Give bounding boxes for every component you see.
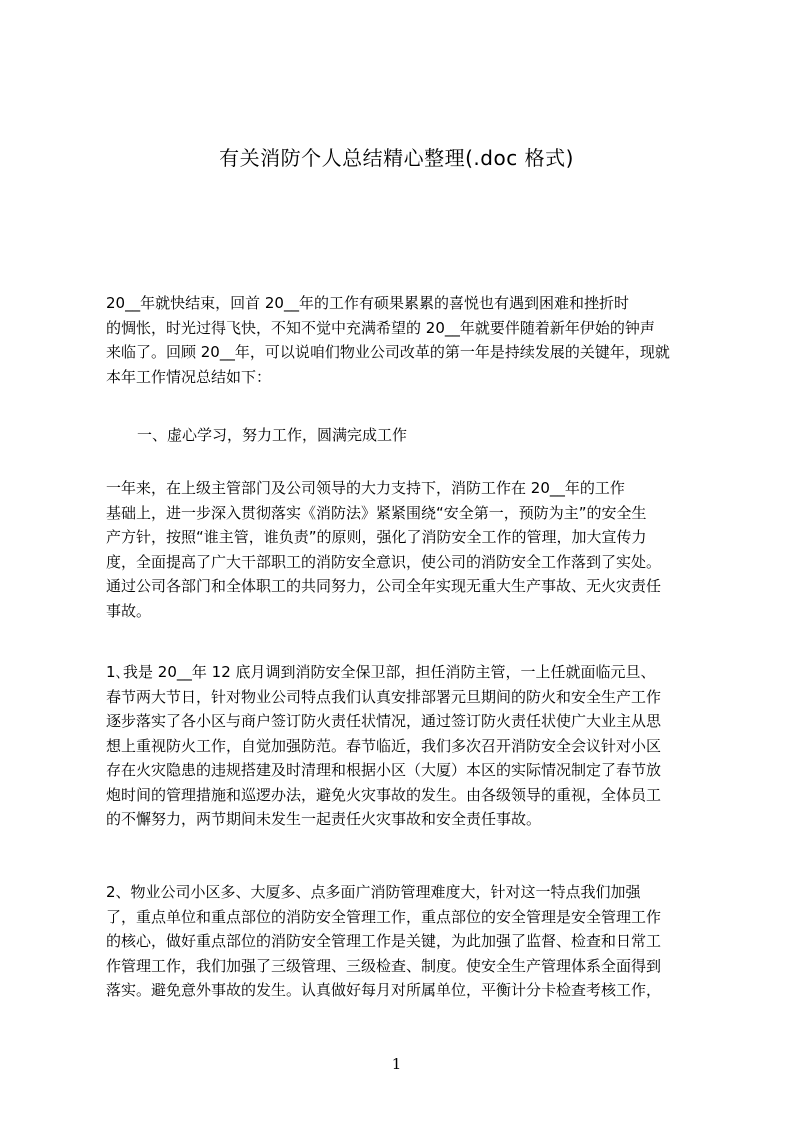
section-heading: 一、虚心学习，努力工作，圆满完成工作	[137, 426, 408, 444]
document-title: 有关消防个人总结精心整理(.doc 格式)	[219, 146, 574, 170]
text-line: 事故。	[106, 601, 152, 620]
text-line: 想上重视防火工作，自觉加强防范。春节临近，我们多次召开消防安全会议针对小区	[106, 736, 662, 755]
text-line: 了，重点单位和重点部位的消防安全管理工作，重点部位的安全管理是安全管理工作	[106, 907, 662, 926]
text-line: 通过公司各部门和全体职工的共同努力，公司全年实现无重大生产事故、无火灾责任	[106, 577, 662, 595]
text-line: 来临了。回顾 20__年，可以说咱们物业公司改革的第一年是持续发展的关键年，现就	[106, 343, 670, 361]
text-line: 本年工作情况总结如下：	[106, 367, 272, 386]
paragraph-overview	[106, 476, 706, 623]
page-number: 1	[391, 1055, 402, 1073]
text-line: 度，全面提高了广大干部职工的消防安全意识，使公司的消防安全工作落到了实处。	[106, 552, 662, 571]
text-line: 1､我是 20__年 12 底月调到消防安全保卫部，担任消防主管，一上任就面临元旦、	[106, 663, 656, 681]
text-line: 炮时间的管理措施和巡逻办法，避免火灾事故的发生。由各级领导的重视，全体员工	[106, 785, 662, 804]
text-line: 春节两大节日，针对物业公司特点我们认真安排部署元旦期间的防火和安全生产工作	[106, 687, 662, 706]
text-line: 基础上，进一步深入贯彻落实《消防法》紧紧围绕“安全第一，预防为主”的安全生	[106, 503, 647, 522]
text-line: 存在火灾隐患的违规搭建及时清理和根据小区（大厦）本区的实际情况制定了春节放	[106, 761, 662, 779]
text-line: 20__年就快结束，回首 20__年的工作有硕果累累的喜悦也有遇到困难和挫折时	[106, 294, 629, 312]
text-line: 落实。避免意外事故的发生。认真做好每月对所属单位，平衡计分卡检查考核工作，	[106, 981, 662, 999]
text-line: 产方针，按照“谁主管，谁负责”的原则，强化了消防安全工作的管理，加大宣传力	[106, 528, 647, 546]
text-line: 的核心，做好重点部位的消防安全管理工作是关键，为此加强了监督、检查和日常工	[106, 932, 662, 950]
paragraph-item-1	[106, 660, 706, 832]
text-line: 逐步落实了各小区与商户签订防火责任状情况，通过签订防火责任状使广大业主从思	[106, 712, 662, 730]
paragraph-item-2	[106, 880, 706, 1003]
text-line: 作管理工作，我们加强了三级管理、三级检查、制度。使安全生产管理体系全面得到	[106, 956, 662, 975]
paragraph-intro	[106, 291, 706, 389]
text-line: 一年来，在上级主管部门及公司领导的大力支持下，消防工作在 20__年的工作	[106, 479, 625, 497]
text-line: 的不懈努力，两节期间未发生一起责任火灾事故和安全责任事故。	[106, 810, 542, 828]
text-line: 的惆怅，时光过得飞快，不知不觉中充满希望的 20__年就要伴随着新年伊始的钟声	[106, 318, 655, 337]
text-line: 2、物业公司小区多、大厦多、点多面广消防管理难度大，针对这一特点我们加强	[106, 883, 641, 901]
